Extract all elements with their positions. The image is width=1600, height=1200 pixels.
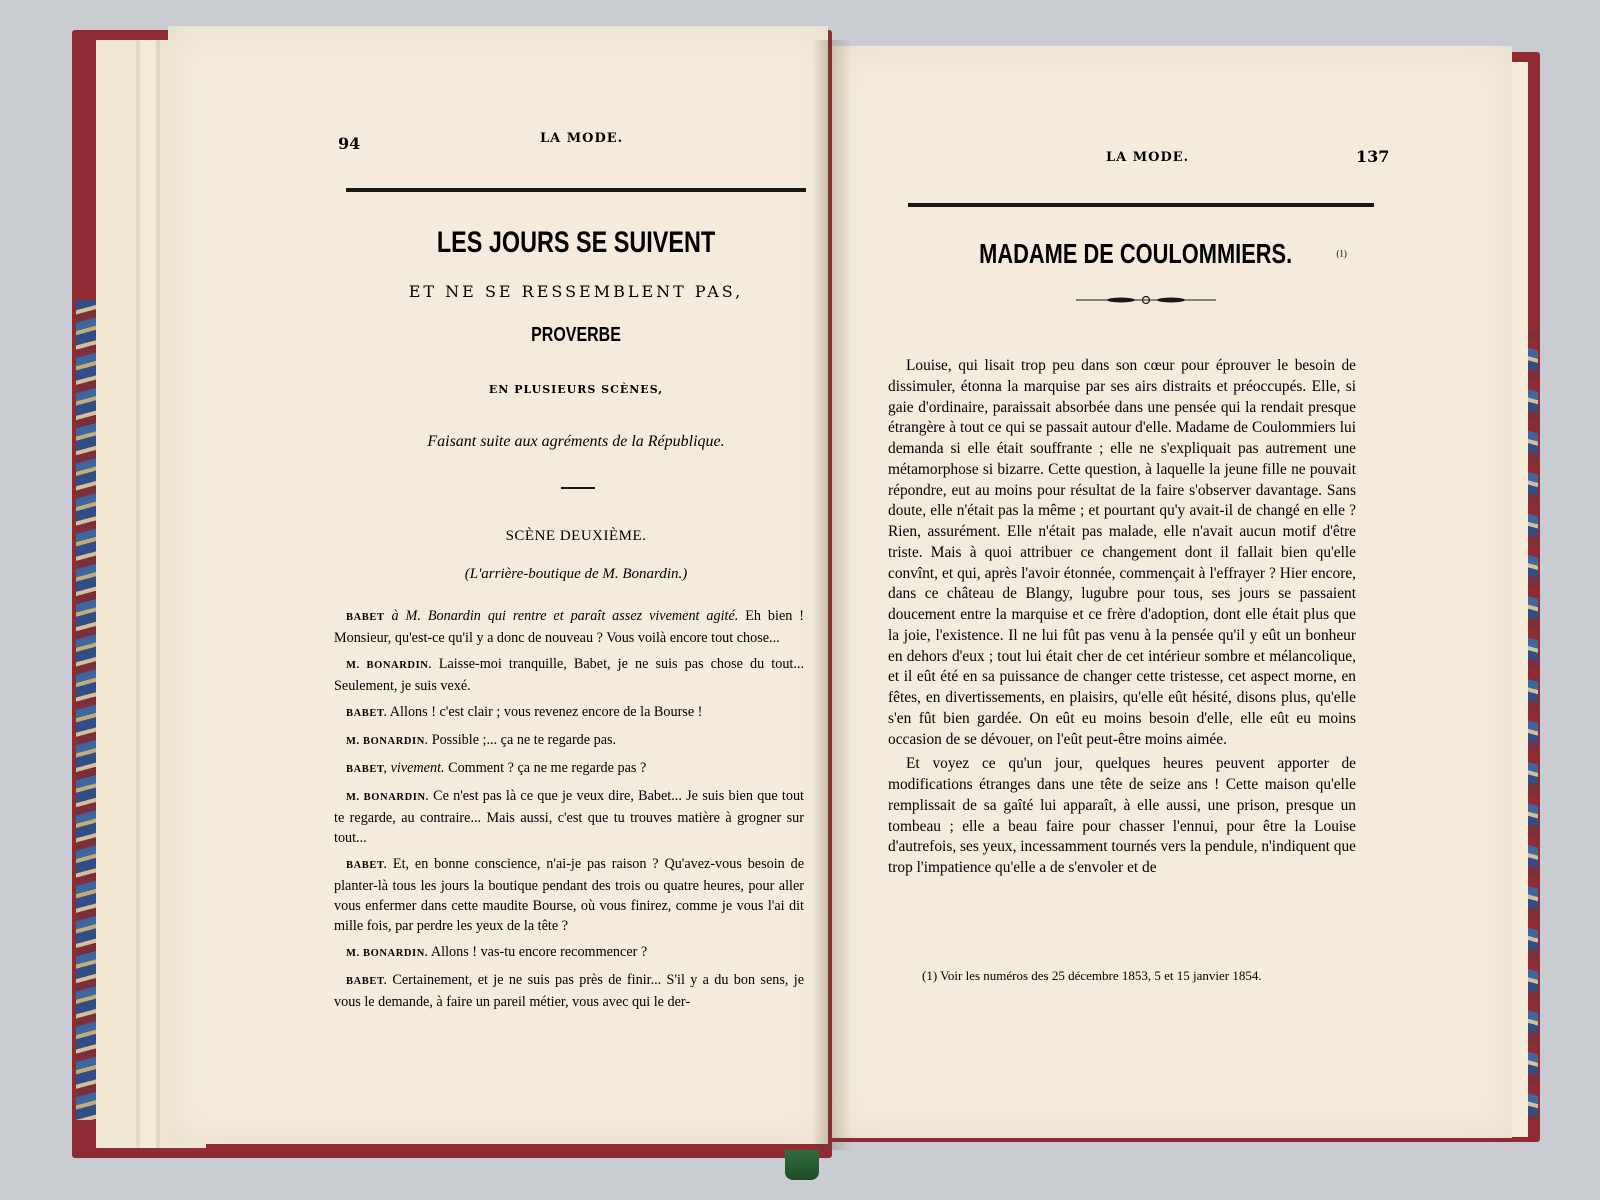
dialogue-line <box>334 970 804 1012</box>
speaker: M. BONARDIN. <box>346 660 432 671</box>
left-running-head: LA MODE. <box>540 131 624 146</box>
speaker: M. BONARDIN. <box>346 736 429 747</box>
left-genre: PROVERBE <box>531 324 621 346</box>
speaker: BABET <box>346 612 385 623</box>
line-text: Certainement, et je ne suis pas près de finir... S'il y a du bon sens, je vous le demande, à faire un pareil métier, vous avec qui le der- <box>334 972 804 1010</box>
paragraph: Louise, qui lisait trop peu dans son cœur pour éprouver le besoin de dissimuler, étonna la marquise par ses airs distraits et préoccupés. Elle, si gaie d'ordinaire, paraissait absorbée dans une pensée qui la rendait presque étrangère à tout ce qui se passait autour d'elle. Madame de Coulommiers lui demanda si elle était souffrante ; elle ne s'expliquait pas autrement une métamorphose si bizarre. Cette question, à laquelle la jeune fille ne pouvait répondre, eut au moins pour résultat de la faire s'observer davantage. Sans doute, elle n'était pas la même ; et pourtant qu'y avait-il de changé en elle ? Rien, assurément. Elle n'était pas malade, elle n'avait aucun motif d'être triste. Mais à quoi attribuer ce changement dont il fallait bien qu'elle convînt, et qui, après l'avoir étonnée, commençait à l'effrayer ? Hier encore, dans ce château de Blangy, lugubre pour tous, ses jours se passaient doucement entre la marquise et ce frère d'adoption, dont elle était plus que la joie, l'existence. Il ne lui fût pas venu à la pensée qu'il y eût un bonheur en dehors d'eux ; tout lui était cher de cet intérieur sombre et mélancolique, et il eût été en sa puissance de changer cette tristesse, cet aspect morne, en fêtes, en divertissements, en plaisirs, qu'elle eût hésité, disons plus, qu'elle s'en fût bien gardée. On eût eu moins besoin d'elle, elle eût eu moins occasion de se dévouer, on l'eût peut-être moins aimée. <box>888 357 1356 748</box>
footnote: (1) Voir les numéros des 25 décembre 1853, 5 et 15 janvier 1854. <box>922 968 1262 983</box>
speaker: BABET. <box>346 708 388 719</box>
dialogue-line <box>334 942 804 964</box>
dialogue-line <box>334 654 804 696</box>
dialogue-line <box>334 606 804 648</box>
left-italic-line: Faisant suite aux agréments de la République. <box>427 433 725 450</box>
left-dialogue <box>334 606 804 1018</box>
dialogue-line <box>334 702 804 724</box>
dialogue-line <box>334 758 804 780</box>
right-body-text <box>888 356 1356 883</box>
left-scenes-line: EN PLUSIEURS SCÈNES, <box>488 383 664 396</box>
line-text: Comment ? ça ne me regarde pas ? <box>444 760 647 776</box>
line-text: Ce n'est pas là ce que je veux dire, Babet... Je suis bien que tout te regarde, au contraire... Mais aussi, c'est que tu trouves matière à grogner sur tout... <box>334 788 804 846</box>
speaker: BABET, <box>346 764 388 775</box>
line-text: Et, en bonne conscience, n'ai-je pas raison ? Qu'avez-vous besoin de planter-là tous les jours la boutique pendant des trois ou quatre heures, pour aller vous enfermer dans cette maudite Bourse, où vous finirez, comme je vous l'ai dit mille fois, par perdre les yeux de la tête ? <box>334 856 804 934</box>
left-header-rule <box>346 188 806 192</box>
left-short-rule <box>561 487 595 489</box>
dialogue-line <box>334 730 804 752</box>
left-subtitle: ET NE SE RESSEMBLENT PAS, <box>408 282 744 301</box>
line-text: Allons ! c'est clair ; vous revenez encore de la Bourse ! <box>387 704 703 720</box>
right-title-block <box>908 238 1374 270</box>
speaker: BABET. <box>346 976 388 987</box>
speaker: BABET. <box>346 860 388 871</box>
left-scene-heading: SCÈNE DEUXIÈME. <box>505 528 647 544</box>
footnote-mark: (1) <box>1336 248 1347 259</box>
line-text: Allons ! vas-tu encore recommencer ? <box>428 944 648 960</box>
left-page-number: 94 <box>338 134 361 153</box>
line-text: Eh bien ! Monsieur, qu'est-ce qu'il y a donc de nouveau ? Vous voilà encore tout chose... <box>334 608 804 646</box>
right-page-number: 137 <box>1356 147 1390 166</box>
book-gutter <box>812 40 852 1150</box>
right-header-rule <box>908 203 1374 207</box>
speaker: M. BONARDIN. <box>346 792 429 803</box>
paragraph: Et voyez ce qu'un jour, quelques heures peuvent apporter de modifications étranges dans une tête de seize ans ! Cette maison qu'elle remplissait de sa gaîté lui apparaît, à elle aussi, une prison, presque un tombeau ; elle a beau faire pour chasser l'ennui, pour être la Louise d'autrefois, ses yeux, incessamment tournés vers la pendule, n'indiquent que trop l'impatience qu'elle a de s'envoler et de <box>888 755 1357 876</box>
ornament-divider-icon <box>1076 294 1216 306</box>
right-title: MADAME DE COULOMMIERS. <box>979 238 1293 269</box>
speaker: M. BONARDIN. <box>346 948 429 959</box>
line-text: Possible ;... ça ne te regarde pas. <box>428 732 617 748</box>
right-running-head: LA MODE. <box>1106 150 1190 165</box>
line-text: Laisse-moi tranquille, Babet, je ne suis pas chose du tout... Seulement, je suis vexé. <box>334 656 804 694</box>
left-setting: (L'arrière-boutique de M. Bonardin.) <box>464 566 688 582</box>
bookmark-ribbon <box>785 1150 819 1180</box>
dialogue-line <box>334 854 804 936</box>
left-title: LES JOURS SE SUIVENT <box>436 226 716 259</box>
dialogue-line <box>334 786 804 848</box>
stage-direction: à M. Bonardin qui rentre et paraît assez vivement agité. <box>384 608 739 624</box>
stage-direction: vivement. <box>387 760 445 776</box>
